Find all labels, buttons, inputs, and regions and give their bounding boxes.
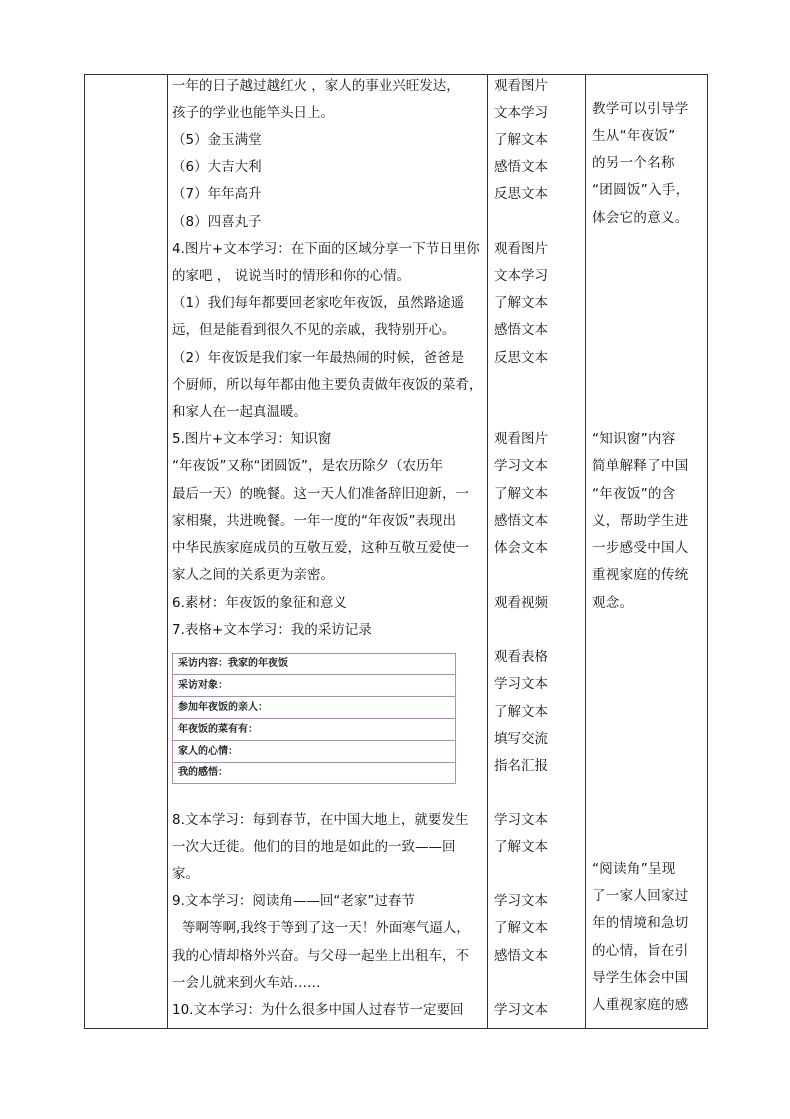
activity-label: 了解文本 [494, 920, 548, 936]
content-line: （8）四喜丸子 [172, 214, 262, 230]
activity-label: 了解文本 [494, 486, 548, 502]
activity-label: 感悟文本 [494, 322, 548, 338]
content-line: 9.文本学习：阅读角——回“老家”过春节 [172, 893, 415, 909]
content-line: 一次大迁徙。他们的目的地是如此的一致——回 [172, 839, 456, 855]
content-line: 和家人在一起真温暖。 [172, 404, 307, 420]
note-line: “团圆饭”入手， [592, 182, 690, 198]
content-line: 10.文本学习：为什么很多中国人过春节一定要回 [172, 1002, 464, 1018]
activity-label: 观看图片 [494, 431, 548, 447]
note-line: 导学生体会中国 [592, 970, 689, 986]
activity-label: 学习文本 [494, 812, 548, 828]
content-line: 家相聚，共进晚餐。一年一度的“年夜饭”表现出 [172, 513, 456, 529]
content-line: 4.图片+文本学习：在下面的区域分享一下节日里你 [172, 241, 480, 257]
activity-label: 观看表格 [494, 649, 548, 665]
note-line: 了一家人回家过 [592, 888, 689, 904]
activity-label: 学习文本 [494, 676, 548, 692]
record-row: 采访对象： [173, 676, 455, 697]
note-line: “年夜饭”的含 [592, 486, 676, 502]
record-row: 采访内容：我家的年夜饭 [173, 654, 455, 675]
record-row: 参加年夜饭的亲人： [173, 698, 455, 719]
note-line: 简单解释了中国 [592, 458, 689, 474]
content-line: 7.表格+文本学习：我的采访记录 [172, 622, 372, 638]
note-line: 教学可以引导学 [592, 101, 689, 117]
activity-label: 反思文本 [494, 186, 548, 202]
note-line: 人重视家庭的感 [592, 997, 689, 1013]
table-bottom-border [84, 1028, 708, 1029]
column-divider-2 [487, 74, 488, 1029]
activity-label: 填写交流 [494, 731, 548, 747]
activity-label: 学习文本 [494, 893, 548, 909]
content-line: 6.素材：年夜饭的象征和意义 [172, 595, 347, 611]
activity-label: 文本学习 [494, 268, 548, 284]
table-border-right [707, 74, 708, 1029]
content-line: 8.文本学习：每到春节，在中国大地上，就要发生 [172, 812, 469, 828]
activity-label: 了解文本 [494, 132, 548, 148]
content-line: 远，但是能看到很久不见的亲戚，我特别开心。 [172, 322, 456, 338]
activity-label: 观看图片 [494, 78, 548, 94]
column-divider-3 [585, 74, 586, 1029]
note-line: 一步感受中国人 [592, 540, 689, 556]
content-line: 的家吧 ， 说说当时的情形和你的心情。 [172, 268, 411, 284]
note-line: 年的情境和急切 [592, 915, 689, 931]
note-line: 的心情，旨在引 [592, 943, 689, 959]
content-line: （6）大吉大利 [172, 159, 262, 175]
content-line: “年夜饭”又称“团圆饭”，是农历除夕（农历年 [172, 458, 443, 474]
content-line: 孩子的学业也能竿头日上。 [172, 105, 334, 121]
activity-label: 观看图片 [494, 241, 548, 257]
content-line: （5）金玉满堂 [172, 132, 262, 148]
note-line: 重视家庭的传统 [592, 567, 689, 583]
activity-label: 了解文本 [494, 704, 548, 720]
interview-record-table [172, 653, 456, 784]
activity-label: 学习文本 [494, 458, 548, 474]
activity-label: 了解文本 [494, 295, 548, 311]
content-line: （2）年夜饭是我们家一年最热闹的时候，爸爸是 [172, 350, 465, 366]
note-line: “知识窗”内容 [592, 431, 676, 447]
content-line: 家人之间的关系更为亲密。 [172, 567, 334, 583]
activity-label: 体会文本 [494, 540, 548, 556]
note-line: 观念。 [592, 595, 634, 611]
content-line: 等啊等啊,我终于等到了这一天！外面寒气逼人， [182, 920, 470, 936]
record-row: 家人的心情： [173, 742, 455, 763]
content-line: 个厨师，所以每年都由他主要负责做年夜饭的菜肴， [172, 377, 483, 393]
note-line: 义，帮助学生进 [592, 513, 689, 529]
column-divider-1 [167, 74, 168, 1029]
content-line: 中华民族家庭成员的互敬互爱，这种互敬互爱使一 [172, 540, 469, 556]
note-line: 生从“年夜饭” [592, 128, 676, 144]
activity-label: 反思文本 [494, 350, 548, 366]
activity-label: 指名汇报 [494, 758, 548, 774]
note-line: 的另一个名称 [592, 155, 675, 171]
content-line: （1）我们每年都要回老家吃年夜饭，虽然路途遥 [172, 295, 465, 311]
note-line: “阅读角”呈现 [592, 861, 676, 877]
note-line: 体会它的意义。 [592, 210, 689, 226]
content-line: 最后一天）的晚餐。这一天人们准备辞旧迎新，一 [172, 486, 469, 502]
content-line: 5.图片+文本学习：知识窗 [172, 431, 332, 447]
activity-label: 了解文本 [494, 839, 548, 855]
activity-label: 感悟文本 [494, 948, 548, 964]
record-row: 我的感悟： [178, 767, 228, 778]
table-border-left [84, 74, 85, 1029]
activity-label: 观看视频 [494, 595, 548, 611]
content-line: 一会儿就来到火车站…… [172, 975, 321, 991]
activity-label: 感悟文本 [494, 159, 548, 175]
table-top-border [84, 74, 708, 75]
content-line: 一年的日子越过越红火 ，家人的事业兴旺发达， [172, 78, 460, 94]
content-line: 我的心情却格外兴奋。与父母一起坐上出租车，不 [172, 948, 469, 964]
activity-label: 学习文本 [494, 1002, 548, 1018]
activity-label: 文本学习 [494, 105, 548, 121]
record-row: 年夜饭的菜有有： [173, 720, 455, 741]
content-line: 家。 [172, 866, 199, 882]
content-line: （7）年年高升 [172, 186, 262, 202]
activity-label: 感悟文本 [494, 513, 548, 529]
